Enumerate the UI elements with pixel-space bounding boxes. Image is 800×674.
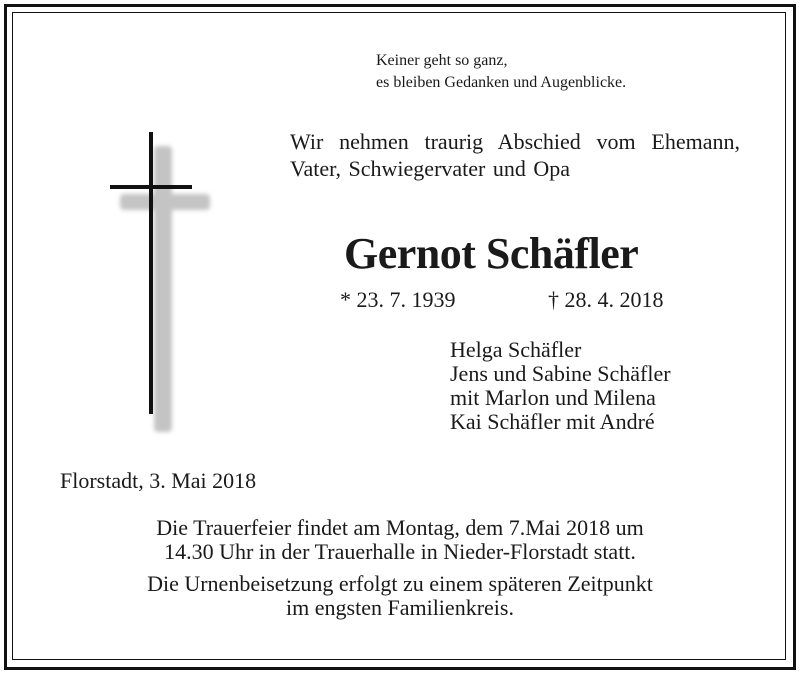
motto-line-2: es bleiben Gedanken und Augenblicke. — [376, 74, 627, 91]
mourner-line: mit Marlon und Milena — [450, 385, 656, 410]
birth-date: * 23. 7. 1939 — [340, 287, 456, 312]
mourner-line: Helga Schäfler — [450, 337, 582, 362]
mourners-list — [450, 338, 671, 434]
mourner-line: Jens und Sabine Schäfler — [450, 361, 671, 386]
burial-notice-line-1: Die Urnenbeisetzung erfolgt zu einem späteren Zeitpunkt — [147, 571, 653, 596]
funeral-notice — [40, 516, 760, 564]
funeral-notice-line-1: Die Trauerfeier findet am Montag, dem 7.Mai 2018 um — [156, 515, 644, 540]
mourner-line: Kai Schäfler mit André — [450, 409, 655, 434]
burial-notice-line-2: im engsten Familienkreis. — [286, 595, 514, 620]
motto-quote — [376, 50, 626, 94]
place-date: Florstadt, 3. Mai 2018 — [60, 468, 257, 493]
death-date: † 28. 4. 2018 — [548, 287, 664, 312]
intro-text: Wir nehmen traurig Abschied vom Ehemann, Vater, Schwiegervater und Opa — [290, 129, 740, 181]
deceased-name: Gernot Schäfler — [344, 229, 639, 278]
burial-notice — [40, 572, 760, 620]
motto-line-1: Keiner geht so ganz, — [376, 52, 508, 69]
funeral-notice-line-2: 14.30 Uhr in der Trauerhalle in Nieder-Florstadt statt. — [164, 539, 636, 564]
cross-icon — [100, 128, 220, 438]
